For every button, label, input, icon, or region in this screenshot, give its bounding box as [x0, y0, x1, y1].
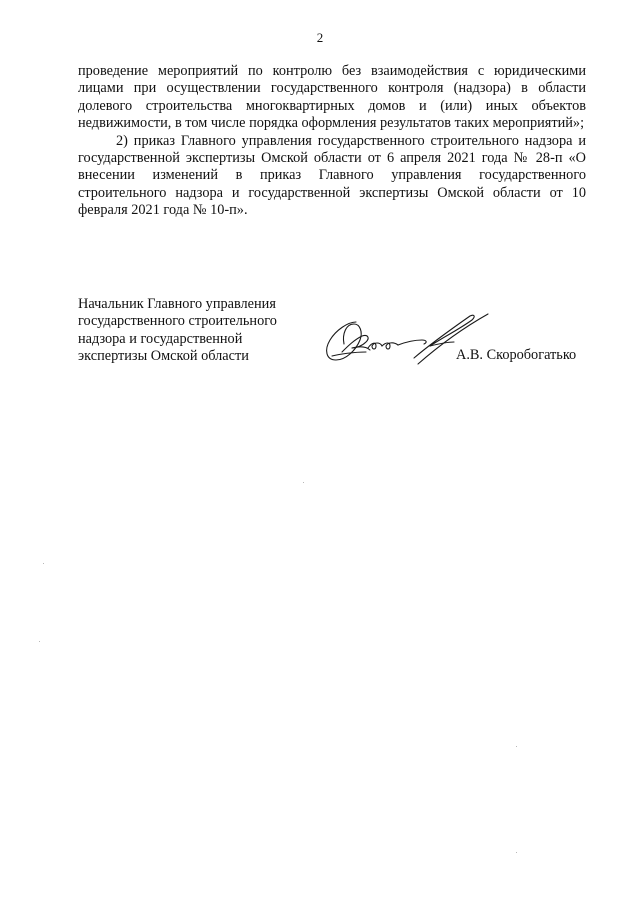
signer-position-line: Начальник Главного управления [78, 296, 276, 312]
paragraph-continuation: проведение мероприятий по контролю без взаимодействия с юридическими лицами при осуществлении государственного контроля (надзора) в области долевого строительства многоквартирных домов и (или) иных объектов недвижимости, в том числе порядка оформления результатов таких мероприятий»; [78, 63, 586, 132]
signer-name: А.В. Скоробогатько [456, 347, 577, 363]
signer-position-line: государственного строительного [78, 313, 277, 330]
handwritten-signature [318, 312, 494, 376]
signer-position-line: надзора и государственной [78, 330, 243, 347]
document-body [78, 63, 586, 220]
paragraph-item-2: 2) приказ Главного управления государственного строительного надзора и государственной экспертизы Омской области от 6 апреля 2021 года № 28-п «О внесении изменений в приказ Главного управления государственного строительного надзора и государственной экспертизы Омской области от 10 февраля 2021 года № 10-п». [78, 132, 586, 219]
scan-speck [303, 482, 304, 483]
signer-position-line: экспертизы Омской области [78, 348, 249, 365]
signer-position [78, 296, 318, 366]
scan-speck [39, 641, 40, 642]
scan-speck [43, 563, 44, 564]
scan-speck [516, 746, 517, 747]
scan-speck [516, 852, 517, 853]
page-number: 2 [316, 30, 324, 45]
